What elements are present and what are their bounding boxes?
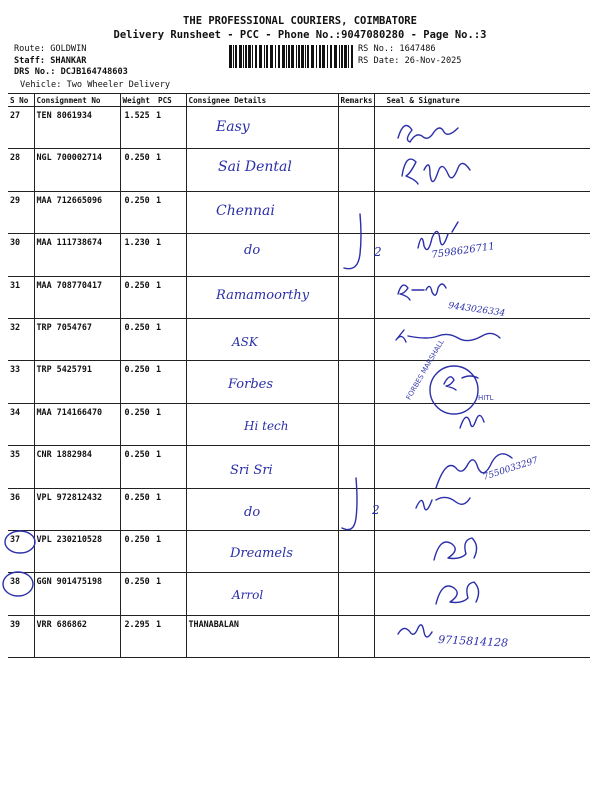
cell-details: [186, 530, 338, 572]
cell-weight: 0.250: [120, 191, 156, 233]
col-header-consignment: Consignment No: [34, 94, 120, 107]
cell-weight: 2.295: [120, 615, 156, 657]
cell-consignment: VRR 686862: [34, 615, 120, 657]
barcode-bar: [322, 45, 325, 68]
table-body: [8, 107, 590, 658]
cell-sno: 28: [8, 149, 34, 191]
col-header-weight: Weight: [120, 94, 156, 107]
hw-name-28: Sai Dental: [218, 159, 292, 175]
cell-weight: 0.250: [120, 446, 156, 488]
cell-sign: [374, 488, 590, 530]
barcode-bar: [264, 45, 265, 68]
cell-pcs: 1: [156, 276, 186, 318]
cell-pcs: 1: [156, 573, 186, 615]
hw-brace-note-1: 2: [374, 245, 382, 259]
hw-phone-31: 9443026334: [447, 301, 506, 319]
cell-pcs: 1: [156, 488, 186, 530]
cell-remarks: [338, 318, 374, 360]
cell-remarks: [338, 276, 374, 318]
cell-sno: 39: [8, 615, 34, 657]
barcode-bar: [296, 45, 297, 68]
table-row: [8, 276, 590, 318]
table-row: [8, 488, 590, 530]
cell-consignment: MAA 712665096: [34, 191, 120, 233]
cell-sign: [374, 573, 590, 615]
hw-stamp-side: HITL: [478, 394, 494, 402]
cell-pcs: 1: [156, 149, 186, 191]
cell-weight: 0.250: [120, 276, 156, 318]
barcode-bar: [252, 45, 253, 68]
cell-weight: 0.250: [120, 361, 156, 403]
cell-sign: [374, 446, 590, 488]
vehicle-label: Vehicle: Two Wheeler Delivery: [20, 80, 171, 90]
cell-details: [186, 488, 338, 530]
table-row: [8, 234, 590, 276]
barcode-bar: [344, 45, 347, 68]
cell-sign: [374, 530, 590, 572]
hw-name-36: do: [244, 505, 261, 520]
cell-remarks: [338, 530, 374, 572]
rs-date: RS Date: 26-Nov-2025: [358, 55, 462, 66]
cell-consignment: NGL 700002714: [34, 149, 120, 191]
hw-phone-30: 7598626711: [430, 241, 496, 261]
table-row: [8, 573, 590, 615]
cell-details: [186, 149, 338, 191]
table-row: [8, 107, 590, 149]
cell-sno: 30: [8, 234, 34, 276]
cell-remarks: [338, 615, 374, 657]
hw-name-33: Forbes: [228, 377, 274, 392]
hw-stamp-text: FORBES MARSHALL: [404, 338, 446, 402]
cell-sign: [374, 107, 590, 149]
cell-pcs: 1: [156, 361, 186, 403]
staff-label: Staff: SHANKAR: [14, 55, 87, 66]
cell-sno: 33: [8, 361, 34, 403]
cell-remarks: [338, 191, 374, 233]
barcode-bar: [235, 45, 237, 68]
cell-consignment: CNR 1882984: [34, 446, 120, 488]
route-label: Route: GOLDWIN: [14, 44, 87, 54]
barcode-bar: [305, 45, 306, 68]
hw-name-31: Ramamoorthy: [216, 288, 310, 303]
cell-weight: 1.525: [120, 107, 156, 149]
barcode-bar: [319, 45, 321, 68]
cell-details: [186, 446, 338, 488]
cell-weight: 0.250: [120, 149, 156, 191]
barcode-bar: [298, 45, 300, 68]
cell-sno: 35: [8, 446, 34, 488]
hw-name-34: Hi tech: [244, 419, 289, 433]
cell-consignment: VPL 230210528: [34, 530, 120, 572]
barcode-bar: [275, 45, 276, 68]
meta-left: [14, 44, 128, 79]
hw-phone-35: 7550033297: [481, 455, 540, 483]
cell-remarks: [338, 573, 374, 615]
runsheet-subtitle: Delivery Runsheet - PCC - Phone No.:9047080280 - Page No.:3: [113, 29, 487, 41]
table-row: [8, 530, 590, 572]
cell-remarks: [338, 446, 374, 488]
barcode-bar: [330, 45, 332, 68]
barcode-bar: [282, 45, 285, 68]
cell-sno: 31: [8, 276, 34, 318]
cell-weight: 0.250: [120, 403, 156, 445]
col-header-remarks: Remarks: [338, 94, 374, 107]
barcode-bar: [266, 45, 268, 68]
barcode-bar: [229, 45, 232, 68]
cell-remarks: [338, 403, 374, 445]
cell-weight: 0.250: [120, 530, 156, 572]
cell-weight: 0.250: [120, 573, 156, 615]
hw-name-37: Dreamels: [230, 546, 293, 561]
barcode-bar: [288, 45, 290, 68]
hw-phone-39: 9715814128: [437, 633, 509, 650]
cell-details: [186, 107, 338, 149]
barcode-bar: [351, 45, 353, 68]
cell-details: [186, 191, 338, 233]
cell-sno: 27: [8, 107, 34, 149]
cell-details: [186, 318, 338, 360]
cell-consignment: MAA 111738674: [34, 234, 120, 276]
barcode-bar: [327, 45, 328, 68]
cell-consignment: MAA 714166470: [34, 403, 120, 445]
cell-sno: 37: [8, 530, 34, 572]
cell-sign: [374, 234, 590, 276]
cell-remarks: [338, 234, 374, 276]
cell-details: [186, 361, 338, 403]
barcode-bar: [307, 45, 309, 68]
cell-details: THANABALAN: [186, 615, 338, 657]
document-header: [0, 14, 600, 42]
cell-sign: [374, 191, 590, 233]
cell-pcs: 1: [156, 403, 186, 445]
col-header-sno: S No: [8, 94, 34, 107]
barcode-bar: [259, 45, 262, 68]
cell-remarks: [338, 488, 374, 530]
cell-details: [186, 403, 338, 445]
table-row: [8, 446, 590, 488]
cell-remarks: [338, 107, 374, 149]
cell-weight: 1.230: [120, 234, 156, 276]
cell-weight: 0.250: [120, 318, 156, 360]
cell-pcs: 1: [156, 446, 186, 488]
cell-consignment: TRP 7054767: [34, 318, 120, 360]
barcode-bar: [316, 45, 317, 68]
hw-name-30: do: [244, 243, 261, 258]
col-header-details: Consignee Details: [186, 94, 338, 107]
barcode-bar: [339, 45, 340, 68]
barcode-bar: [301, 45, 304, 68]
barcode-bar: [291, 45, 294, 68]
cell-sno: 38: [8, 573, 34, 615]
cell-consignment: TRP 5425791: [34, 361, 120, 403]
barcode-bar: [334, 45, 337, 68]
cell-sign: [374, 615, 590, 657]
table-row: [8, 191, 590, 233]
barcode-bar: [270, 45, 273, 68]
cell-details: [186, 573, 338, 615]
cell-details: [186, 276, 338, 318]
drs-number: DRS No.: DCJB164748603: [14, 67, 128, 77]
barcode-bar: [255, 45, 257, 68]
table-row: [8, 615, 590, 657]
barcode-bar: [311, 45, 314, 68]
cell-pcs: 1: [156, 191, 186, 233]
barcode-bar: [341, 45, 343, 68]
barcode-bar: [233, 45, 234, 68]
rs-number: RS No.: 1647486: [358, 44, 436, 54]
table-header-row: [8, 94, 590, 107]
cell-sign: [374, 361, 590, 403]
barcode-bar: [348, 45, 349, 68]
cell-consignment: VPL 972812432: [34, 488, 120, 530]
table-row: [8, 361, 590, 403]
cell-pcs: 1: [156, 234, 186, 276]
barcode-bar: [278, 45, 280, 68]
hw-name-38: Arrol: [232, 588, 264, 602]
cell-pcs: 1: [156, 530, 186, 572]
barcode-image: [229, 45, 355, 68]
cell-sno: 29: [8, 191, 34, 233]
meta-right: [358, 44, 461, 67]
barcode-bar: [286, 45, 287, 68]
col-header-pcs: PCS: [156, 94, 186, 107]
hw-name-32: ASK: [232, 335, 258, 349]
cell-sno: 36: [8, 488, 34, 530]
cell-sign: [374, 276, 590, 318]
col-header-sign: Seal & Signature: [374, 94, 590, 107]
cell-sno: 32: [8, 318, 34, 360]
barcode-bar: [245, 45, 247, 68]
cell-consignment: TEN 8061934: [34, 107, 120, 149]
cell-weight: 0.250: [120, 488, 156, 530]
hw-name-27: Easy: [216, 119, 250, 135]
cell-details: [186, 234, 338, 276]
hw-name-29: Chennai: [216, 203, 275, 219]
cell-pcs: 1: [156, 107, 186, 149]
cell-sign: [374, 403, 590, 445]
cell-remarks: [338, 149, 374, 191]
cell-consignment: MAA 708770417: [34, 276, 120, 318]
barcode-bar: [239, 45, 242, 68]
cell-pcs: 1: [156, 318, 186, 360]
hw-brace-note-2: 2: [372, 503, 380, 517]
cell-sign: [374, 318, 590, 360]
table-row: [8, 318, 590, 360]
barcode-bar: [243, 45, 244, 68]
table-row: [8, 403, 590, 445]
cell-pcs: 1: [156, 615, 186, 657]
cell-sno: 34: [8, 403, 34, 445]
barcode-bar: [248, 45, 251, 68]
cell-consignment: GGN 901475198: [34, 573, 120, 615]
hw-name-35: Sri Sri: [230, 463, 273, 478]
cell-sign: [374, 149, 590, 191]
table-row: [8, 149, 590, 191]
runsheet-table: [8, 93, 590, 658]
cell-remarks: [338, 361, 374, 403]
company-title: THE PROFESSIONAL COURIERS, COIMBATORE: [183, 15, 417, 27]
